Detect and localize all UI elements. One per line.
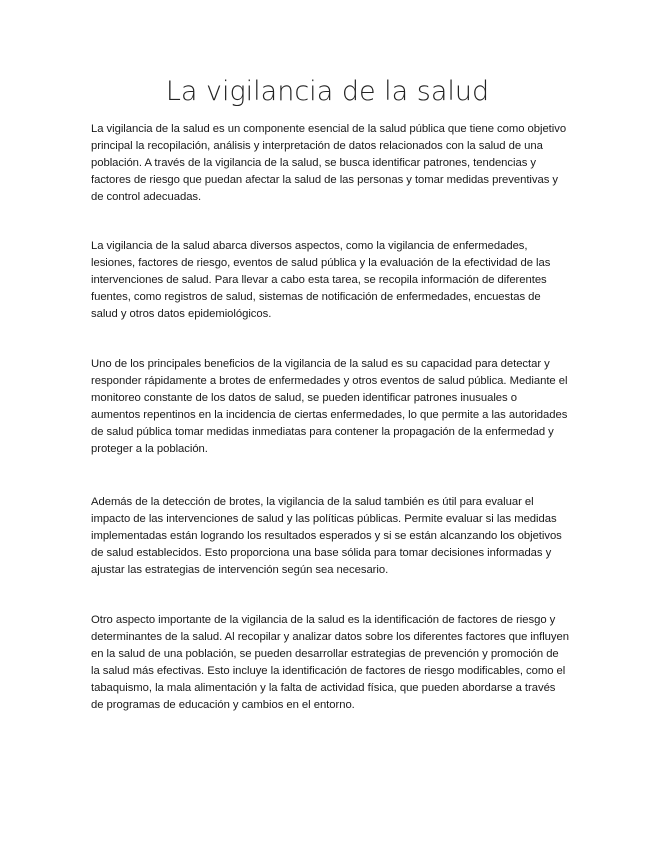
paragraph-2: La vigilancia de la salud abarca diversos aspectos, como la vigilancia de enfermedades, lesiones, factores de riesgo, eventos de salud pública y la evaluación de la efectividad de las intervenciones de salud. Para llevar a cabo esta tarea, se recopila información de diferentes fuentes, como registros de salud, sistemas de notificación de enfermedades, encuestas de salud y otros datos epidemiológicos. — [91, 240, 551, 320]
paragraph-3: Uno de los principales beneficios de la vigilancia de la salud es su capacidad para detectar y responder rápidamente a brotes de enfermedades y otros eventos de salud pública. Mediante el monitoreo constante de los datos de salud, se pueden identificar patrones inusuales o aumentos repentinos en la incidencia de ciertas enfermedades, lo que permite a las autoridades de salud pública tomar medidas inmediatas para contener la propagación de la enfermedad y proteger a la población. — [91, 358, 568, 455]
document-title: La vigilancia de la salud — [165, 76, 490, 107]
paragraph-5: Otro aspecto importante de la vigilancia de la salud es la identificación de factores de riesgo y determinantes de la salud. Al recopilar y analizar datos sobre los diferentes factores que influyen en la salud de una población, se pueden desarrollar estrategias de prevención y promoción de la salud más efectivas. Esto incluye la identificación de factores de riesgo modificables, como el tabaquismo, la mala alimentación y la falta de actividad física, que pueden abordarse a través de programas de educación y cambios en el entorno. — [91, 614, 569, 711]
paragraph-4: Además de la detección de brotes, la vigilancia de la salud también es útil para evaluar el impacto de las intervenciones de salud y las políticas públicas. Permite evaluar si las medidas implementadas están logrando los resultados esperados y si se están alcanzando los objetivos de salud establecidos. Esto proporciona una base sólida para tomar decisiones informadas y ajustar las estrategias de intervención según sea necesario. — [91, 496, 562, 576]
paragraph-1: La vigilancia de la salud es un componente esencial de la salud pública que tiene como objetivo principal la recopilación, análisis y interpretación de datos relacionados con la salud de una población. A través de la vigilancia de la salud, se busca identificar patrones, tendencias y factores de riesgo que puedan afectar la salud de las personas y tomar medidas preventivas y de control adecuadas. — [91, 123, 567, 203]
